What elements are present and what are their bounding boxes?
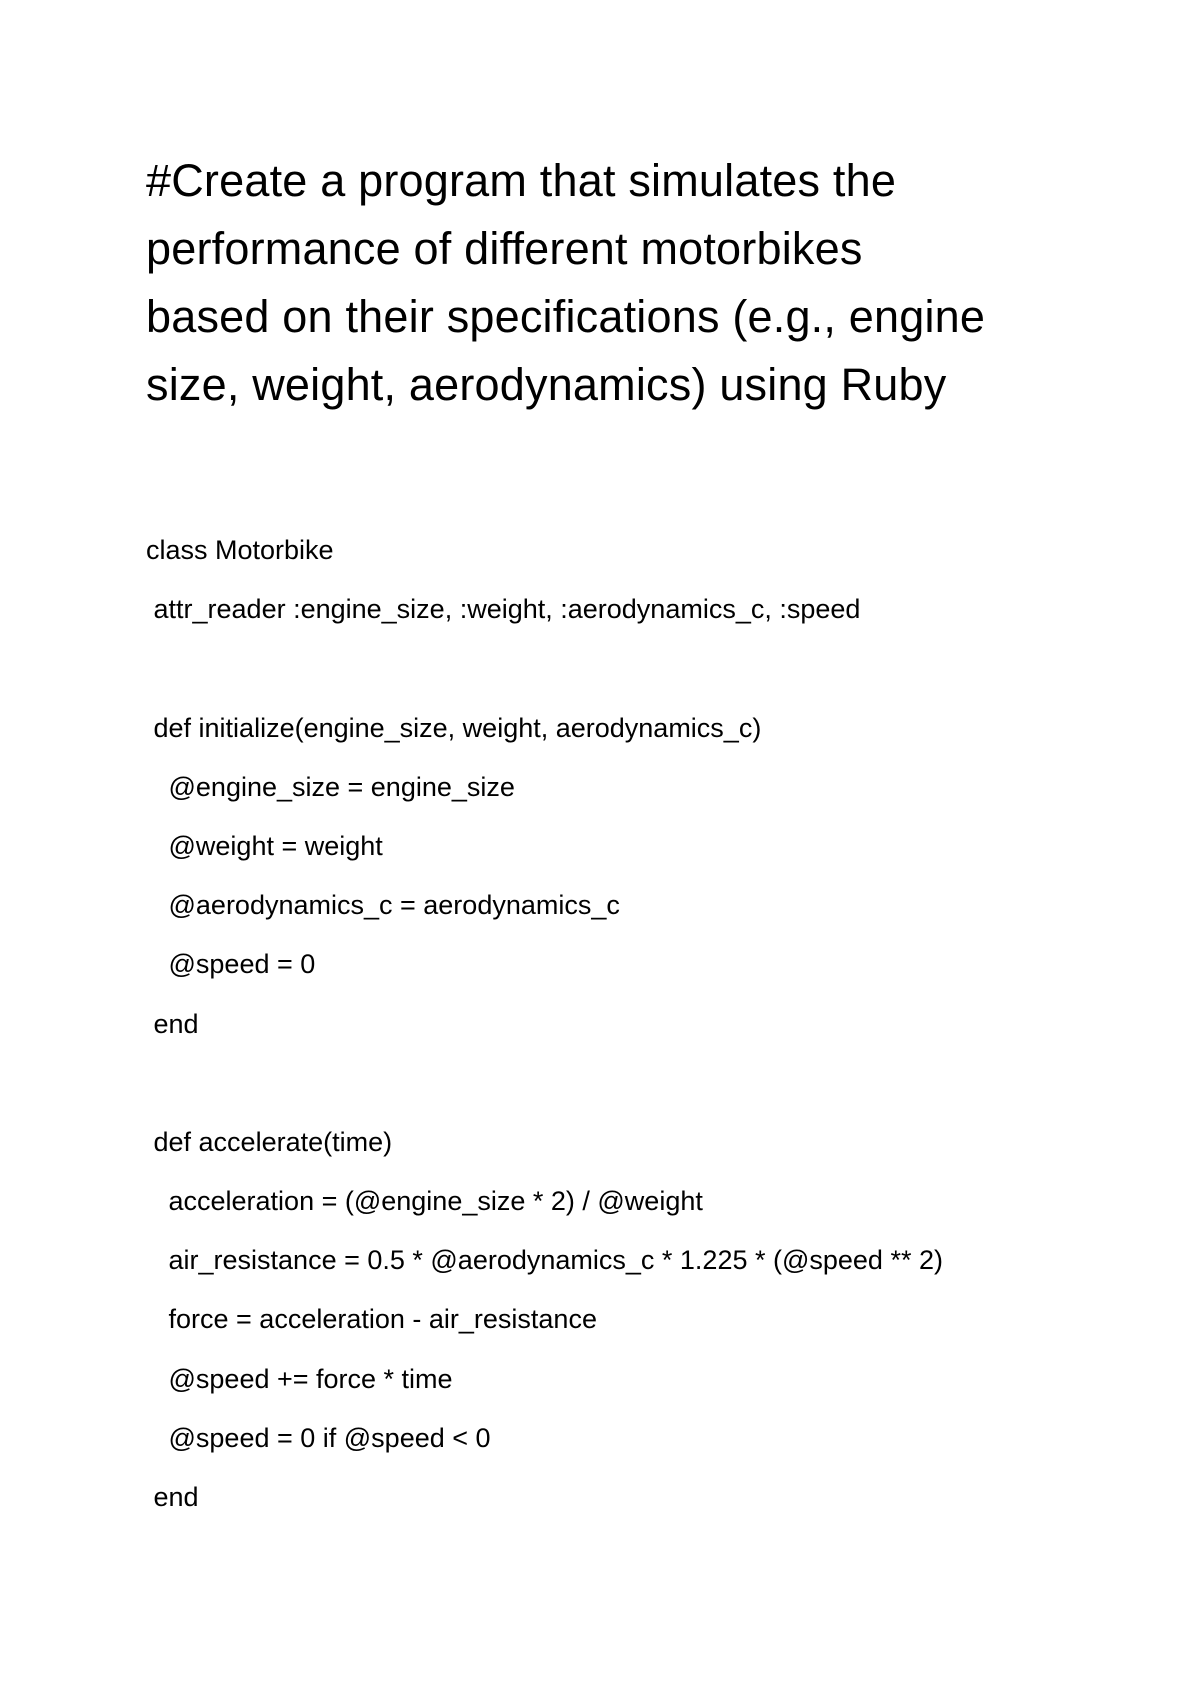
code-line: attr_reader :engine_size, :weight, :aerodynamics_c, :speed [146, 594, 861, 625]
code-line: @engine_size = engine_size [146, 771, 515, 802]
code-line: @aerodynamics_c = aerodynamics_c [146, 890, 620, 921]
code-line: force = acceleration - air_resistance [146, 1304, 597, 1335]
code-line: @speed += force * time [146, 1363, 453, 1394]
code-line: acceleration = (@engine_size * 2) / @weight [146, 1186, 703, 1217]
code-line: def accelerate(time) [146, 1126, 393, 1157]
code-line: end [146, 1008, 199, 1039]
heading-line: performance of different motorbikes [146, 223, 863, 274]
code-line: @weight = weight [146, 830, 383, 861]
code-block [146, 521, 1106, 1527]
code-line: class Motorbike [146, 535, 334, 565]
code-line: end [146, 1482, 199, 1512]
code-line: def initialize(engine_size, weight, aerodynamics_c) [146, 712, 762, 743]
heading-line: size, weight, aerodynamics) using Ruby [146, 359, 947, 410]
document-heading [146, 147, 1086, 419]
code-line [146, 1054, 1106, 1113]
code-line: @speed = 0 [146, 949, 316, 980]
code-line: air_resistance = 0.5 * @aerodynamics_c * 1.225 * (@speed ** 2) [146, 1245, 943, 1276]
code-line: @speed = 0 if @speed < 0 [146, 1422, 491, 1453]
heading-line: based on their specifications (e.g., engine [146, 291, 986, 342]
heading-line: #Create a program that simulates the [146, 155, 897, 206]
code-line [146, 639, 1106, 698]
